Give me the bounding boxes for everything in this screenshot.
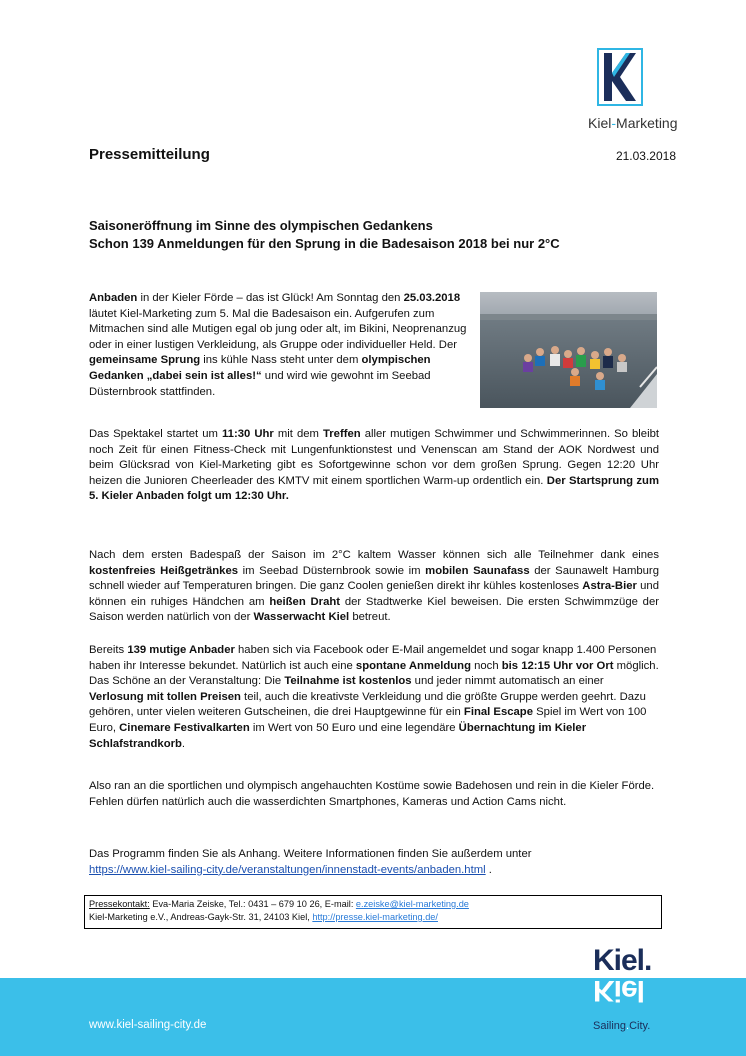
paragraph-registrations: Bereits 139 mutige Anbader haben sich via Facebook oder E-Mail angemeldet und sogar knapp 1.400 Personen haben ihr Interesse bekundet. Natürlich ist auch eine spontane Anmeldung noch bis 12:15 Uhr vor Ort möglich. Das Schöne an der Veranstaltung: Die Teilnahme ist kostenlos und jeder nimmt automatisch an einer Verlosung mit tollen Preisen teil, auch die kreativste Verkleidung und die größte Gruppe werden geehrt. Dazu gehören, unter vielen weiteren Gutscheinen, die drei Hauptgewinne für ein Final Escape Spiel im Wert von 100 Euro, Cinemare Festivalkarten im Wert von 50 Euro und eine legendäre Übernachtung im Kieler Schlafstrandkorb. [89, 644, 659, 750]
headline-line-1: Saisoneröffnung im Sinne des olympischen Gedankens [89, 218, 433, 233]
kiel-sailing-city-logo [593, 945, 683, 1035]
paragraph-after-swim: Nach dem ersten Badespaß der Saison im 2°C kaltem Wasser können sich alle Teilnehmer dank eines kostenfreies Heißgetränkes im Seebad Düsternbrook sowie im mobilen Saunafass der Saunawelt Hamburg schnell wieder auf Temperaturen bringen. Die ganz Coolen genießen direkt ihr kühles kostenloses Astra-Bier und können ein ruhiges Händchen am heißen Draht der Stadtwerke Kiel beweisen. Die ersten Schwimmzüge der Saison werden natürlich von der Wasserwacht Kiel betreut. [89, 549, 659, 624]
swimmers-photo [480, 292, 657, 408]
contact-email-link[interactable]: e.zeiske@kiel-marketing.de [355, 899, 469, 909]
document-title: Pressemitteilung [89, 146, 210, 163]
paragraph-program: Das Spektakel startet um 11:30 Uhr mit dem Treffen aller mutigen Schwimmer und Schwimmerinnen. So bleibt noch Zeit für einen Fitness-Check mit Lungenfunktionstest und Venenscan am Stand der AOK Nordwest und beim Glücksrad von Kiel-Marketing gibt es Sofortgewinne schon vor dem großen Sprung. Gegen 12:20 Uhr heizen die Junioren Cheerleader des KMTV mit einem sportlichen Warm-up ordentlich ein. Der Startsprung zum 5. Kieler Anbaden folgt um 12:30 Uhr. [89, 428, 660, 503]
paragraph-call-to-action: Also ran an die sportlichen und olympisch angehauchten Kostüme sowie Badehosen und rein in die Kieler Förde. Fehlen dürfen natürlich auch die wasserdichten Smartphones, Kameras und Action Cams nicht. [89, 780, 655, 808]
press-contact-label: Pressekontakt: [89, 899, 150, 909]
kiel-marketing-logo-text: Kiel-Marketing [588, 115, 678, 131]
paragraph-intro: Anbaden in der Kieler Förde – das ist Glück! Am Sonntag den 25.03.2018 läutet Kiel-Marketing zum 5. Mal die Badesaison ein. Aufgerufen zum Mitmachen sind alle Mutigen egal ob jung oder alt, im Bikini, Neoprenanzug oder in einer lustigen Verkleidung, als Gruppe oder individueller Held. Der gemeinsame Sprung ins kühle Nass steht unter dem olympischen Gedanken „dabei sein ist alles!“ und wird wie gewohnt im Seebad Düsternbrook stattfinden. [89, 292, 467, 398]
kiel-marketing-logo [588, 47, 678, 137]
footer-url: www.kiel-sailing-city.de [89, 1019, 207, 1031]
document-date: 21.03.2018 [615, 149, 676, 163]
headline-line-2: Schon 139 Anmeldungen für den Sprung in die Badesaison 2018 bei nur 2°C [89, 236, 560, 251]
paragraph-more-info: Das Programm finden Sie als Anhang. Weitere Informationen finden Sie außerdem unter https://www.kiel-sailing-city.de/veranstaltungen/innenstadt-events/anbaden.html . [89, 848, 532, 876]
headline [89, 217, 689, 253]
kiel-logo-word: Kiel. [593, 944, 652, 977]
anbaden-link[interactable]: https://www.kiel-sailing-city.de/veranstaltungen/innenstadt-events/anbaden.html [89, 863, 486, 876]
kiel-logo-mirror: Kiel [593, 974, 645, 1007]
kiel-marketing-logo-mark-icon [596, 47, 644, 107]
press-contact-box: Pressekontakt: Eva-Maria Zeiske, Tel.: 0431 – 679 10 26, E-mail: e.zeiske@kiel-marketing.de Kiel-Marketing e.V., Andreas-Gayk-Str. 31, 24103 Kiel, http://presse.kiel-marketing.de/ [84, 895, 662, 929]
contact-web-link[interactable]: http://presse.kiel-marketing.de/ [312, 912, 438, 922]
kiel-logo-tagline: Sailing.City. [593, 1020, 651, 1032]
